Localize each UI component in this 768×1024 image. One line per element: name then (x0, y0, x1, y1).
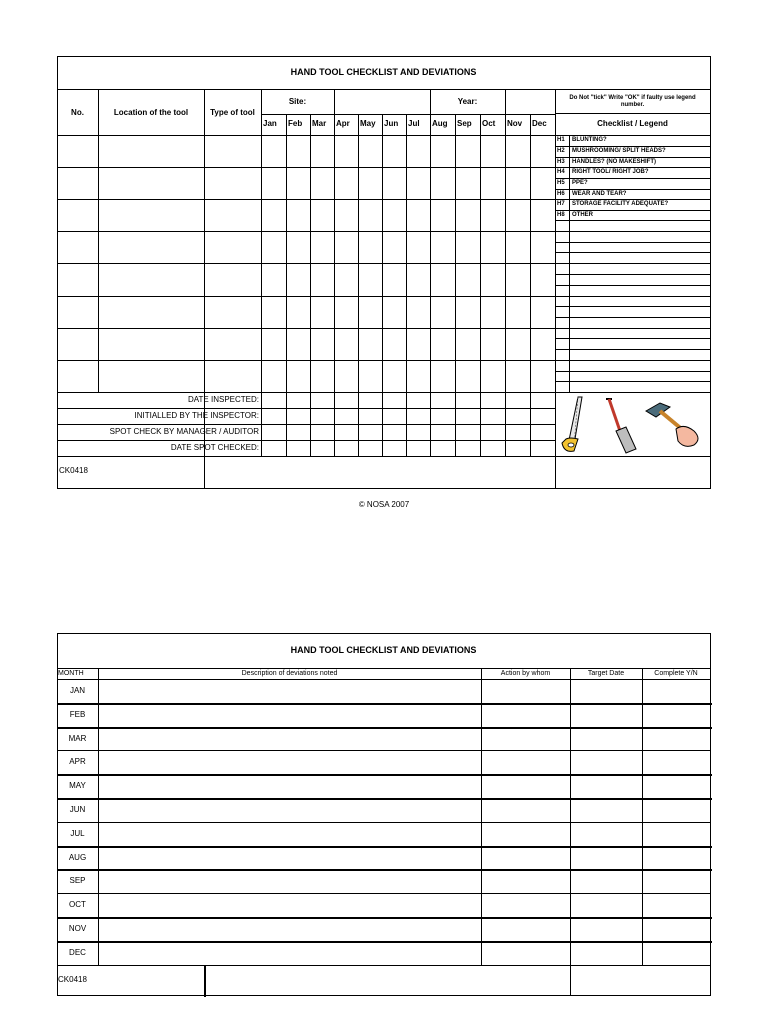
grid-line (57, 668, 711, 669)
deviation-jul-action-cell[interactable] (481, 822, 570, 846)
deviation-sep-description-cell[interactable] (98, 869, 481, 893)
row-8-type-cell[interactable] (204, 360, 261, 392)
legend-code-h2: H2 (557, 148, 565, 154)
legend-item-h2: MUSHROOMING/ SPLIT HEADS? (572, 148, 666, 154)
deviation-nov-complete-cell[interactable] (642, 917, 710, 941)
grid-line (555, 306, 711, 307)
month-header-apr: Apr (336, 119, 350, 128)
deviation-mar-complete-cell[interactable] (642, 727, 710, 750)
grid-line (261, 114, 556, 115)
row-4-location-cell[interactable] (98, 231, 204, 263)
deviation-nov-action-cell[interactable] (481, 917, 570, 941)
action-header: Action by whom (500, 670, 551, 677)
grid-line (530, 114, 531, 457)
grid-line (555, 328, 711, 329)
footer-label-1: DATE INSPECTED: (188, 395, 259, 404)
legend-code-h8: H8 (557, 212, 565, 218)
sheet1-title: HAND TOOL CHECKLIST AND DEVIATIONS (290, 67, 477, 77)
footer-label-2: INITIALLED BY THE INSPECTOR: (134, 411, 259, 420)
month-header-feb: Feb (288, 119, 303, 128)
grid-line (480, 114, 481, 457)
grid-line (555, 285, 711, 286)
site-label: Site: (288, 97, 307, 106)
deviation-month-aug: AUG (68, 853, 87, 862)
grid-line (555, 113, 711, 114)
row-3-no-cell[interactable] (57, 199, 98, 231)
deviation-may-description-cell[interactable] (98, 774, 481, 798)
grid-line (555, 274, 711, 275)
deviation-jan-action-cell[interactable] (481, 679, 570, 703)
row-1-location-cell[interactable] (98, 135, 204, 167)
deviation-jun-description-cell[interactable] (98, 798, 481, 822)
deviation-may-target-cell[interactable] (570, 774, 642, 798)
no-header: No. (71, 108, 84, 117)
complete-header: Complete Y/N (654, 670, 698, 677)
deviation-jan-target-cell[interactable] (570, 679, 642, 703)
legend-code-h7: H7 (557, 201, 565, 207)
row-4-no-cell[interactable] (57, 231, 98, 263)
row-6-location-cell[interactable] (98, 296, 204, 328)
sheet2-form-code: CK0418 (58, 975, 87, 984)
grid-line (555, 199, 711, 200)
row-7-no-cell[interactable] (57, 328, 98, 360)
deviation-dec-description-cell[interactable] (98, 941, 481, 965)
legend-item-h7: STORAGE FACILITY ADEQUATE? (572, 201, 669, 207)
grid-line (555, 360, 711, 361)
deviation-month-oct: OCT (69, 900, 86, 909)
deviation-month-may: MAY (69, 781, 86, 790)
copyright-text: © NOSA 2007 (358, 500, 410, 509)
deviation-jul-complete-cell[interactable] (642, 822, 710, 846)
deviation-month-apr: APR (69, 757, 86, 766)
deviation-mar-action-cell[interactable] (481, 727, 570, 750)
deviation-aug-complete-cell[interactable] (642, 846, 710, 869)
row-6-type-cell[interactable] (204, 296, 261, 328)
deviation-feb-description-cell[interactable] (98, 703, 481, 727)
deviation-nov-target-cell[interactable] (570, 917, 642, 941)
deviation-jun-action-cell[interactable] (481, 798, 570, 822)
legend-item-h5: PPE? (572, 180, 588, 186)
sheet2-title: HAND TOOL CHECKLIST AND DEVIATIONS (290, 645, 477, 655)
deviation-month-jul: JUL (70, 829, 85, 838)
deviation-mar-description-cell[interactable] (98, 727, 481, 750)
deviation-month-feb: FEB (69, 710, 86, 719)
hammer-icon (646, 403, 698, 446)
grid-line (555, 231, 711, 232)
month-header-jan: Jan (263, 119, 277, 128)
deviation-oct-complete-cell[interactable] (642, 893, 710, 917)
grid-line (382, 114, 383, 457)
deviation-dec-complete-cell[interactable] (642, 941, 710, 965)
deviation-apr-complete-cell[interactable] (642, 750, 710, 774)
grid-line (555, 317, 711, 318)
grid-line (358, 114, 359, 457)
grid-line (555, 210, 711, 211)
grid-line (555, 157, 711, 158)
grid-line (57, 633, 711, 634)
grid-line (555, 178, 711, 179)
grid-line (57, 440, 556, 441)
grid-line (570, 965, 571, 996)
grid-line (555, 263, 711, 264)
legend-item-h1: BLUNTING? (572, 137, 607, 143)
type-header: Type of tool (210, 108, 255, 117)
grid-line (334, 89, 335, 457)
grid-line (455, 114, 456, 457)
row-5-location-cell[interactable] (98, 263, 204, 296)
deviation-apr-description-cell[interactable] (98, 750, 481, 774)
grid-line (569, 135, 570, 393)
row-8-location-cell[interactable] (98, 360, 204, 392)
grid-line (555, 242, 711, 243)
grid-line (555, 296, 711, 297)
month-header-nov: Nov (507, 119, 523, 128)
deviation-sep-complete-cell[interactable] (642, 869, 710, 893)
deviation-dec-target-cell[interactable] (570, 941, 642, 965)
deviation-dec-action-cell[interactable] (481, 941, 570, 965)
month-header-dec: Dec (532, 119, 547, 128)
grid-line (204, 456, 205, 489)
legend-item-h4: RIGHT TOOL/ RIGHT JOB? (572, 169, 649, 175)
grid-line (555, 167, 711, 168)
grid-line (555, 371, 711, 372)
month-header-jul: Jul (408, 119, 420, 128)
deviation-jun-target-cell[interactable] (570, 798, 642, 822)
grid-line (406, 114, 407, 457)
grid-line (310, 114, 311, 457)
grid-line (555, 252, 711, 253)
row-8-no-cell[interactable] (57, 360, 98, 392)
grid-line (57, 408, 556, 409)
deviation-jun-complete-cell[interactable] (642, 798, 710, 822)
shovel-icon (606, 399, 636, 453)
footer-label-3: SPOT CHECK BY MANAGER / AUDITOR (109, 427, 259, 436)
legend-item-h6: WEAR AND TEAR? (572, 191, 627, 197)
grid-line (57, 56, 711, 57)
deviation-month-jan: JAN (69, 686, 86, 695)
deviation-sep-action-cell[interactable] (481, 869, 570, 893)
row-2-location-cell[interactable] (98, 167, 204, 199)
month-header-oct: Oct (482, 119, 496, 128)
row-7-location-cell[interactable] (98, 328, 204, 360)
saw-icon (562, 397, 582, 451)
row-7-type-cell[interactable] (204, 328, 261, 360)
grid-line (57, 456, 556, 457)
grid-line (555, 338, 711, 339)
deviation-apr-action-cell[interactable] (481, 750, 570, 774)
legend-code-h1: H1 (557, 137, 565, 143)
grid-line (505, 89, 506, 457)
grid-line (555, 456, 711, 457)
legend-instruction: Do Not "tick" Write "OK" if faulty use legend number. (569, 95, 696, 108)
deviation-month-dec: DEC (69, 948, 86, 957)
grid-line (57, 488, 711, 489)
grid-line (555, 220, 711, 221)
grid-line (710, 56, 711, 489)
year-label: Year: (457, 97, 478, 106)
legend-code-h4: H4 (557, 169, 565, 175)
grid-line (430, 89, 431, 457)
tool-illustration (556, 393, 709, 455)
deviation-month-jun: JUN (69, 805, 86, 814)
month-header-jun: Jun (384, 119, 399, 128)
deviation-oct-action-cell[interactable] (481, 893, 570, 917)
deviation-may-action-cell[interactable] (481, 774, 570, 798)
month-header-sep: Sep (457, 119, 472, 128)
deviation-feb-target-cell[interactable] (570, 703, 642, 727)
row-6-no-cell[interactable] (57, 296, 98, 328)
month-header: MONTH (58, 670, 84, 677)
deviation-aug-description-cell[interactable] (98, 846, 481, 869)
deviation-month-nov: NOV (68, 924, 87, 933)
grid-line (555, 189, 711, 190)
legend-item-h8: OTHER (572, 212, 593, 218)
deviation-may-complete-cell[interactable] (642, 774, 710, 798)
month-header-aug: Aug (432, 119, 448, 128)
deviation-feb-complete-cell[interactable] (642, 703, 710, 727)
grid-line (555, 349, 711, 350)
grid-line (57, 89, 711, 90)
deviation-oct-description-cell[interactable] (98, 893, 481, 917)
deviation-month-mar: MAR (68, 734, 87, 743)
location-header: Location of the tool (113, 108, 189, 117)
grid-line (57, 392, 556, 393)
row-5-type-cell[interactable] (204, 263, 261, 296)
row-2-type-cell[interactable] (204, 167, 261, 199)
grid-line (57, 995, 711, 996)
legend-header: Checklist / Legend (597, 119, 668, 128)
grid-line (555, 146, 711, 147)
deviation-aug-action-cell[interactable] (481, 846, 570, 869)
legend-code-h5: H5 (557, 180, 565, 186)
row-1-no-cell[interactable] (57, 135, 98, 167)
deviation-jul-target-cell[interactable] (570, 822, 642, 846)
footer-label-4: DATE SPOT CHECKED: (170, 443, 259, 452)
grid-line (286, 114, 287, 457)
deviation-oct-target-cell[interactable] (570, 893, 642, 917)
deviation-mar-target-cell[interactable] (570, 727, 642, 750)
target-header: Target Date (587, 670, 625, 677)
row-1-type-cell[interactable] (204, 135, 261, 167)
deviation-jul-description-cell[interactable] (98, 822, 481, 846)
deviation-jan-description-cell[interactable] (98, 679, 481, 703)
grid-line (261, 89, 262, 457)
row-5-no-cell[interactable] (57, 263, 98, 296)
deviation-aug-target-cell[interactable] (570, 846, 642, 869)
deviation-nov-description-cell[interactable] (98, 917, 481, 941)
sheet1-form-code: CK0418 (59, 466, 88, 475)
description-header: Description of deviations noted (241, 670, 338, 677)
grid-line (57, 424, 556, 425)
deviation-feb-action-cell[interactable] (481, 703, 570, 727)
legend-item-h3: HANDLES? (NO MAKESHIFT) (572, 159, 656, 165)
row-2-no-cell[interactable] (57, 167, 98, 199)
legend-code-h3: H3 (557, 159, 565, 165)
deviation-sep-target-cell[interactable] (570, 869, 642, 893)
grid-line (204, 965, 206, 997)
row-3-type-cell[interactable] (204, 199, 261, 231)
grid-line (555, 135, 711, 136)
month-header-may: May (360, 119, 376, 128)
grid-line (555, 381, 711, 382)
deviation-apr-target-cell[interactable] (570, 750, 642, 774)
deviation-month-sep: SEP (69, 876, 86, 885)
grid-line (57, 965, 711, 966)
month-header-mar: Mar (312, 119, 327, 128)
legend-code-h6: H6 (557, 191, 565, 197)
row-4-type-cell[interactable] (204, 231, 261, 263)
row-3-location-cell[interactable] (98, 199, 204, 231)
deviation-jan-complete-cell[interactable] (642, 679, 710, 703)
